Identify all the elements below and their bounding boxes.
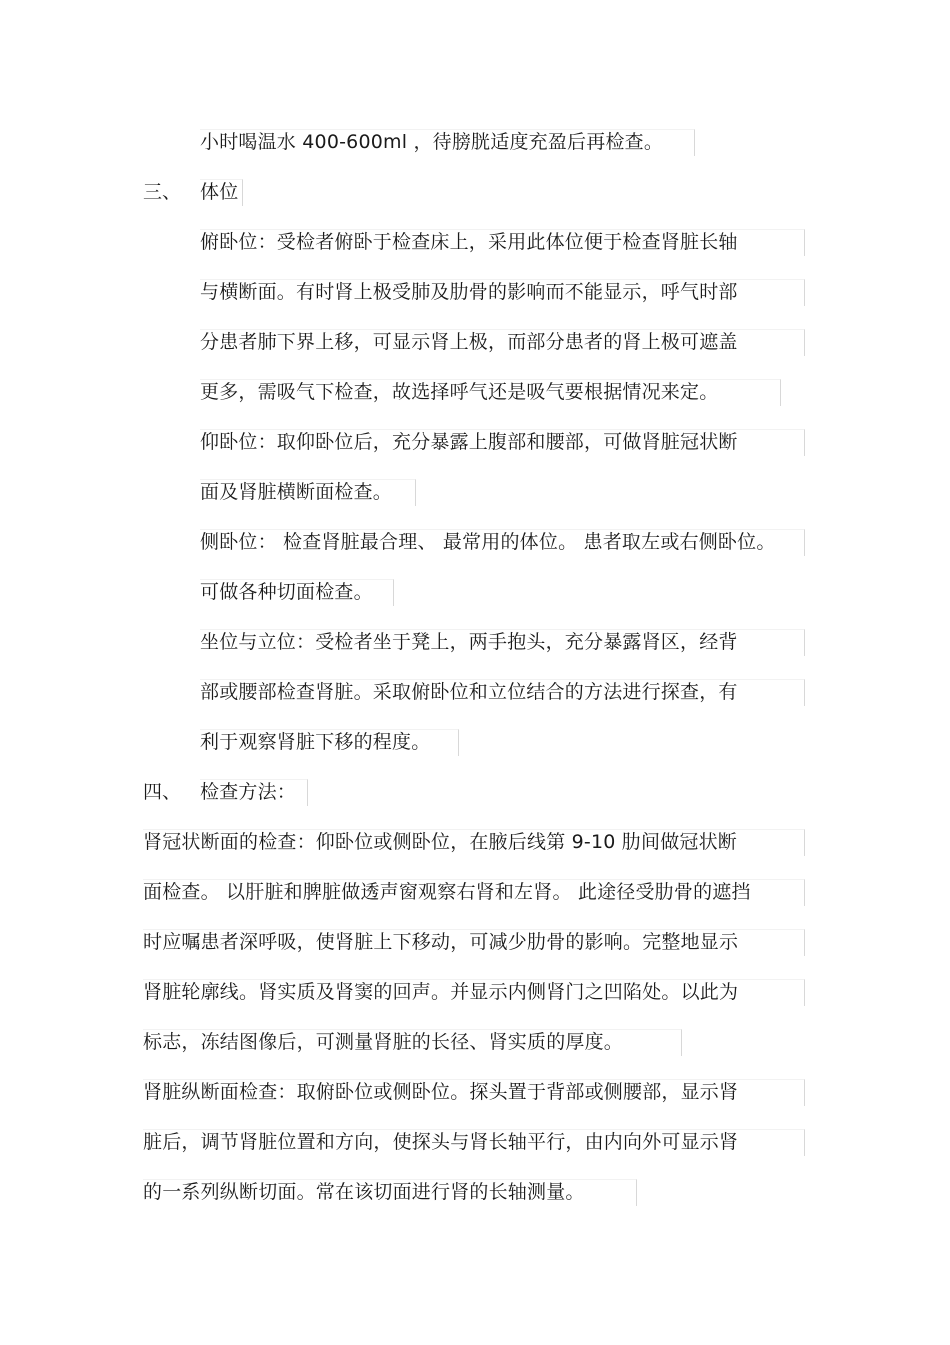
- text-line: 脏后，调节肾脏位置和方向，使探头与肾长轴平行，由内向外可显示肾: [143, 1131, 739, 1153]
- text-line: 小时喝温水 400-600ml ，待膀胱适度充盈后再检查。: [200, 131, 664, 153]
- text-line: 面检查。 以肝脏和脾脏做透声窗观察右肾和左肾。 此途径受肋骨的遮挡: [143, 881, 751, 903]
- text-line: 利于观察肾脏下移的程度。: [200, 731, 431, 753]
- text-line: 侧卧位： 检查肾脏最合理、 最常用的体位。 患者取左或右侧卧位。: [200, 531, 776, 553]
- text-line: 部或腰部检查肾脏。采取俯卧位和立位结合的方法进行探查，有: [200, 681, 738, 703]
- text-line: 肾脏纵断面检查：取俯卧位或侧卧位。探头置于背部或侧腰部，显示肾: [143, 1081, 739, 1103]
- text-line: 坐位与立位：受检者坐于凳上，两手抱头，充分暴露肾区，经背: [200, 631, 738, 653]
- text-line: 肾冠状断面的检查：仰卧位或侧卧位，在腋后线第 9-10 肋间做冠状断: [143, 831, 738, 853]
- text-line: 俯卧位：受检者俯卧于检查床上，采用此体位便于检查肾脏长轴: [200, 231, 738, 253]
- section-number: 四、: [143, 781, 182, 803]
- text-line: 面及肾脏横断面检查。: [200, 481, 393, 503]
- text-line: 仰卧位：取仰卧位后，充分暴露上腹部和腰部，可做肾脏冠状断: [200, 431, 738, 453]
- section-title: 体位: [200, 181, 239, 203]
- text-line: 分患者肺下界上移，可显示肾上极，而部分患者的肾上极可遮盖: [200, 331, 738, 353]
- section-title: 检查方法：: [200, 781, 297, 803]
- text-line: 可做各种切面检查。: [200, 581, 373, 603]
- text-line: 的一系列纵断切面。常在该切面进行肾的长轴测量。: [143, 1181, 585, 1203]
- text-line: 肾脏轮廓线。肾实质及肾窦的回声。并显示内侧肾门之凹陷处。以此为: [143, 981, 739, 1003]
- text-line: 标志，冻结图像后，可测量肾脏的长径、肾实质的厚度。: [143, 1031, 624, 1053]
- text-line: 更多，需吸气下检查，故选择呼气还是吸气要根据情况来定。: [200, 381, 719, 403]
- text-line: 与横断面。有时肾上极受肺及肋骨的影响而不能显示，呼气时部: [200, 281, 738, 303]
- section-number: 三、: [143, 181, 182, 203]
- text-line: 时应嘱患者深呼吸，使肾脏上下移动，可减少肋骨的影响。完整地显示: [143, 931, 739, 953]
